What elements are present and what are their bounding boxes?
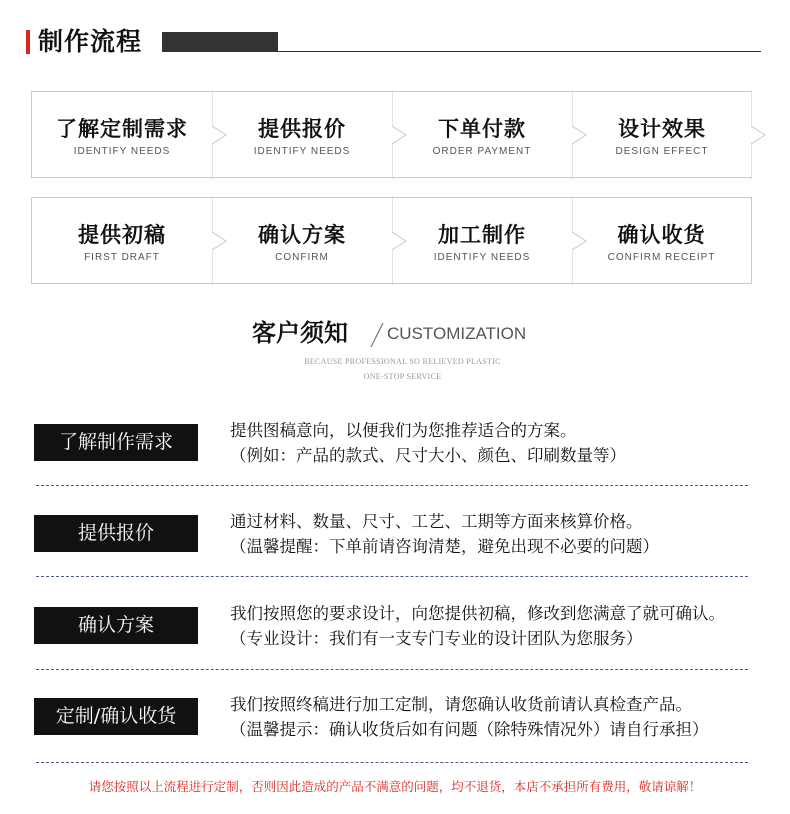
notice-subtitle-line2: ONE-STOP SERVICE — [363, 372, 442, 381]
notice-row-label: 确认方案 — [34, 607, 198, 644]
notice-row-label: 定制/确认收货 — [34, 698, 198, 735]
flow-step — [212, 197, 392, 284]
header-rule — [278, 51, 761, 52]
flow-step — [572, 197, 752, 284]
flow-step-subtitle: ORDER PAYMENT — [432, 146, 532, 157]
notice-title-cn: 客户须知 — [252, 319, 348, 347]
flow-step-subtitle: IDENTIFY NEEDS — [433, 252, 531, 263]
notice-row-label: 了解制作需求 — [34, 424, 198, 461]
notice-row-text: 我们按照终稿进行加工定制，请您确认收货前请认真检查产品。 — [230, 695, 692, 714]
flow-step-subtitle: CONFIRM — [275, 252, 329, 263]
flow-step-subtitle: CONFIRM RECEIPT — [607, 252, 716, 263]
notice-title — [252, 316, 552, 352]
notice-row-note: （例如：产品的款式、尺寸大小、颜色、印刷数量等） — [230, 446, 626, 465]
header-dark-bar — [162, 32, 278, 52]
notice-row-text: 提供图稿意向，以便我们为您推荐适合的方案。 — [230, 421, 577, 440]
dashed-divider — [36, 669, 748, 670]
notice-title-en: CUSTOMIZATION — [387, 324, 527, 343]
flow-step-title: 了解定制需求 — [56, 117, 188, 141]
dashed-divider — [36, 576, 748, 577]
flow-step — [572, 91, 752, 178]
dashed-divider — [36, 762, 748, 763]
flow-step-title: 下单付款 — [438, 117, 526, 141]
section-header — [26, 26, 761, 58]
notice-row-text: 我们按照您的要求设计，向您提供初稿，修改到您满意了就可确认。 — [230, 604, 725, 623]
notice-row-label: 提供报价 — [34, 515, 198, 552]
flow-step-title: 提供报价 — [258, 117, 346, 141]
flow-step-subtitle: FIRST DRAFT — [84, 252, 160, 263]
section-title: 制作流程 — [38, 27, 143, 56]
flow-step — [31, 91, 212, 178]
notice-row-note: （温馨提示：确认收货后如有问题（除特殊情况外）请自行承担） — [230, 720, 709, 739]
flow-step-title: 确认方案 — [258, 223, 346, 247]
flow-step-title: 设计效果 — [618, 117, 706, 141]
flow-row-1 — [31, 91, 752, 178]
chevron-right-icon — [751, 90, 767, 179]
flow-step-subtitle: IDENTIFY NEEDS — [253, 146, 351, 157]
notice-row-text: 通过材料、数量、尺寸、工艺、工期等方面来核算价格。 — [230, 512, 643, 531]
dashed-divider — [36, 485, 748, 486]
flow-step-subtitle: IDENTIFY NEEDS — [73, 146, 171, 157]
flow-step-title: 提供初稿 — [78, 223, 166, 247]
flow-step — [31, 197, 212, 284]
flow-step — [212, 91, 392, 178]
slash-divider-icon — [368, 322, 386, 348]
flow-step-subtitle: DESIGN EFFECT — [615, 146, 709, 157]
notice-row-note: （温馨提醒：下单前请咨询清楚，避免出现不必要的问题） — [230, 537, 659, 556]
header-accent-bar — [26, 30, 30, 54]
flow-step — [392, 197, 572, 284]
flow-step-title: 加工制作 — [438, 223, 526, 247]
notice-subtitle-line1: BECAUSE PROFESSIONAL SO RELIEVED PLASTIC — [304, 357, 501, 366]
notice-row-note: （专业设计：我们有一支专门专业的设计团队为您服务） — [230, 629, 643, 648]
footer-disclaimer: 请您按照以上流程进行定制，否则因此造成的产品不满意的问题，均不退货，本店不承担所有费用，敬请谅解！ — [88, 779, 702, 794]
flow-step — [392, 91, 572, 178]
flow-row-2 — [31, 197, 752, 284]
flow-step-title: 确认收货 — [617, 223, 706, 247]
